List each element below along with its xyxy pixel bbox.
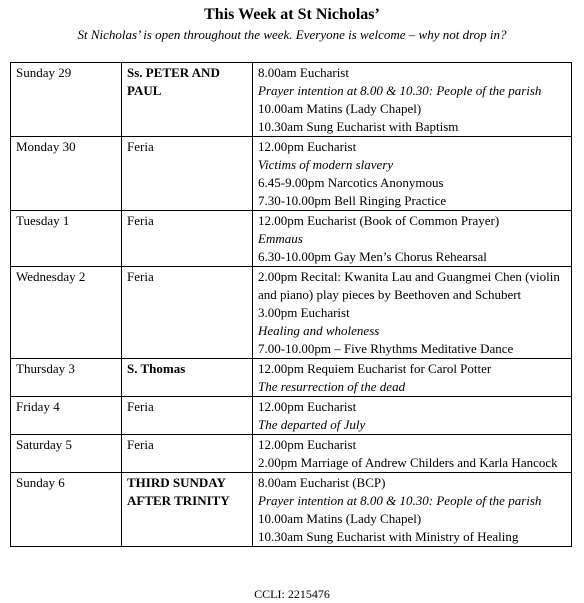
day-cell: Saturday 5 — [11, 435, 122, 473]
feast-cell: THIRD SUNDAY AFTER TRINITY — [122, 473, 253, 547]
event-item: 10.30am Sung Eucharist with Baptism — [258, 119, 459, 134]
day-cell: Tuesday 1 — [11, 211, 122, 267]
events-cell — [253, 137, 572, 211]
day-cell: Sunday 29 — [11, 63, 122, 137]
feast-cell: Feria — [122, 397, 253, 435]
event-item: 7.30-10.00pm Bell Ringing Practice — [258, 193, 447, 208]
prayer-intention: Victims of modern slavery — [258, 157, 394, 172]
schedule-row — [11, 267, 572, 359]
feast-cell: Ss. PETER AND PAUL — [122, 63, 253, 137]
feast-cell: Feria — [122, 137, 253, 211]
events-cell — [253, 397, 572, 435]
schedule-row — [11, 63, 572, 137]
page-title: This Week at St Nicholas’ — [204, 6, 380, 23]
day-cell: Sunday 6 — [11, 473, 122, 547]
schedule-row — [11, 473, 572, 547]
event-item: 10.00am Matins (Lady Chapel) — [258, 101, 422, 116]
event-item: 2.00pm Marriage of Andrew Childers and Karla Hancock — [258, 455, 558, 470]
weekly-schedule-table — [10, 62, 572, 547]
ccli-number: CCLI: 2215476 — [254, 587, 330, 601]
feast-cell: S. Thomas — [122, 359, 253, 397]
prayer-intention: Emmaus — [258, 231, 303, 246]
event-item: 10.30am Sung Eucharist with Ministry of Healing — [258, 529, 519, 544]
event-item: 12.00pm Eucharist — [258, 399, 357, 414]
event-item: 12.00pm Eucharist — [258, 437, 357, 452]
event-item: 6.45-9.00pm Narcotics Anonymous — [258, 175, 444, 190]
page-subtitle: St Nicholas’ is open throughout the week. Everyone is welcome – why not drop in? — [77, 27, 507, 42]
event-item: 10.00am Matins (Lady Chapel) — [258, 511, 422, 526]
feast-cell: Feria — [122, 435, 253, 473]
events-cell — [253, 473, 572, 547]
events-cell — [253, 211, 572, 267]
schedule-row — [11, 137, 572, 211]
event-item: 2.00pm Recital: Kwanita Lau and Guangmei Chen (violin and piano) play pieces by Beethoven and Schubert — [258, 269, 560, 302]
event-item: 3.00pm Eucharist — [258, 305, 350, 320]
event-item: 12.00pm Eucharist (Book of Common Prayer) — [258, 213, 500, 228]
event-item: 8.00am Eucharist — [258, 65, 349, 80]
feast-cell: Feria — [122, 267, 253, 359]
event-item: 6.30-10.00pm Gay Men’s Chorus Rehearsal — [258, 249, 487, 264]
events-cell — [253, 359, 572, 397]
event-item: 12.00pm Requiem Eucharist for Carol Potter — [258, 361, 492, 376]
event-item: 12.00pm Eucharist — [258, 139, 357, 154]
day-cell: Friday 4 — [11, 397, 122, 435]
prayer-intention: Prayer intention at 8.00 & 10.30: People of the parish — [258, 83, 542, 98]
events-cell — [253, 435, 572, 473]
day-cell: Monday 30 — [11, 137, 122, 211]
day-cell: Thursday 3 — [11, 359, 122, 397]
events-cell — [253, 63, 572, 137]
prayer-intention: Prayer intention at 8.00 & 10.30: People of the parish — [258, 493, 542, 508]
schedule-row — [11, 435, 572, 473]
prayer-intention: The departed of July — [258, 417, 366, 432]
day-cell: Wednesday 2 — [11, 267, 122, 359]
events-cell — [253, 267, 572, 359]
event-item: 7.00-10.00pm – Five Rhythms Meditative Dance — [258, 341, 514, 356]
prayer-intention: Healing and wholeness — [258, 323, 380, 338]
schedule-body — [11, 63, 572, 547]
feast-cell: Feria — [122, 211, 253, 267]
schedule-row — [11, 397, 572, 435]
prayer-intention: The resurrection of the dead — [258, 379, 406, 394]
schedule-row — [11, 211, 572, 267]
schedule-row — [11, 359, 572, 397]
event-item: 8.00am Eucharist (BCP) — [258, 475, 386, 490]
